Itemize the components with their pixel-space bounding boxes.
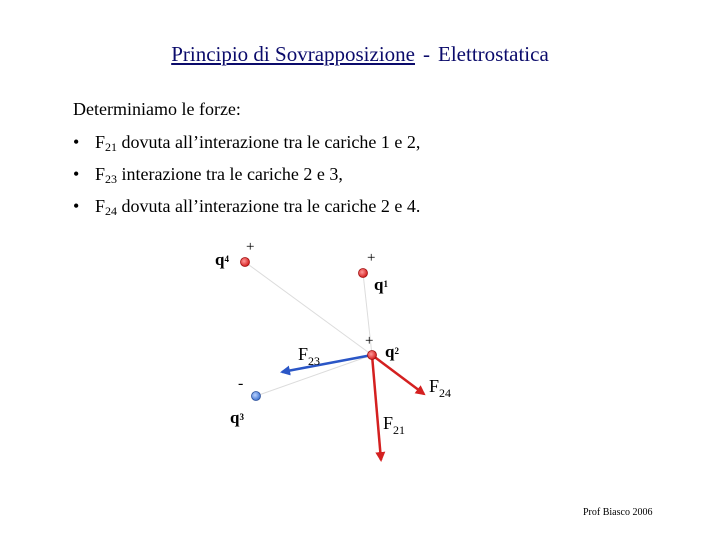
author-credit: Prof Biasco 2006 <box>583 507 653 518</box>
charge-q1-dot <box>359 269 368 278</box>
force-symbol: $F_{23}$ <box>95 164 118 186</box>
force-description: dovuta all’interazione tra le cariche 2 e 4. <box>117 196 421 216</box>
force-symbol: $F_{21}$ <box>95 132 118 154</box>
force-description: interazione tra le cariche 2 e 3, <box>117 164 343 184</box>
title-separator: - <box>423 42 430 66</box>
force-label-f21: $F_{21}$ <box>383 413 406 437</box>
bullet-dot: • <box>73 164 80 184</box>
charge-q2-sign: + <box>365 333 374 349</box>
force-description: dovuta all’interazione tra le cariche 1 e 2, <box>117 132 421 152</box>
title-subtitle: Elettrostatica <box>438 42 549 66</box>
charge-q3-dot <box>252 392 261 401</box>
force-label-f24: $F_{24}$ <box>429 376 452 400</box>
force-arrow-f23 <box>282 355 372 372</box>
force-label-f23: $F_{23}$ <box>298 344 321 368</box>
charge-q1-sign: + <box>367 250 376 266</box>
force-arrow-f24 <box>372 355 424 394</box>
charge-q4-sign: + <box>246 239 255 255</box>
charge-q2-dot <box>368 351 377 360</box>
force-symbol: $F_{24}$ <box>95 196 118 218</box>
connector-q4-q2 <box>245 262 372 355</box>
charge-q3-label: q3 <box>230 408 244 427</box>
charge-q4-label: q4 <box>215 250 229 269</box>
bullet-dot: • <box>73 132 80 152</box>
title-main: Principio di Sovrapposizione <box>171 42 415 66</box>
charge-q4-dot <box>241 258 250 267</box>
intro-text: Determiniamo le forze: <box>73 99 241 119</box>
force-arrow-f21 <box>372 355 381 460</box>
bullet-dot: • <box>73 196 80 216</box>
charge-q1-label: q1 <box>374 275 388 294</box>
charge-q2-label: q2 <box>385 342 399 361</box>
charge-q3-sign: - <box>238 375 244 392</box>
